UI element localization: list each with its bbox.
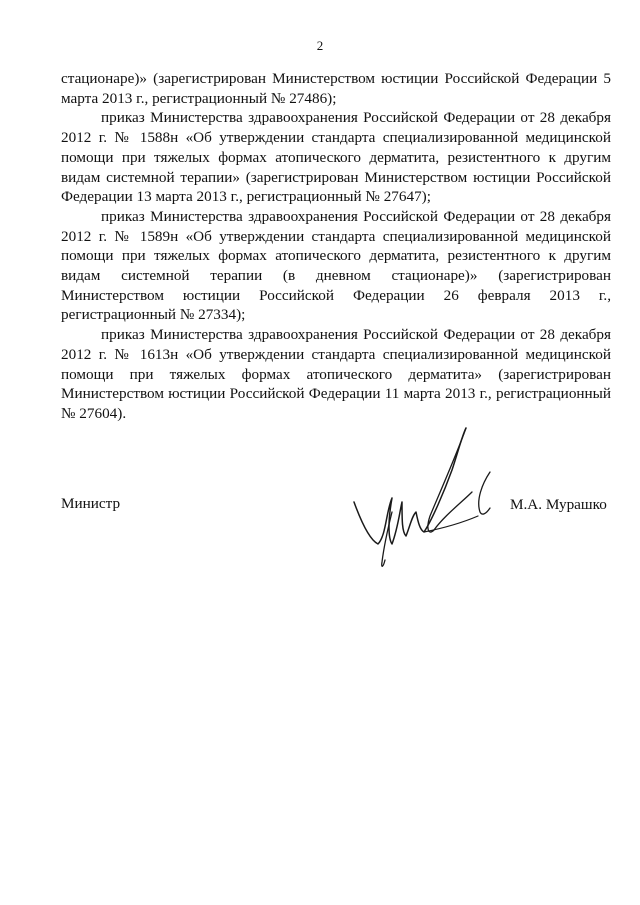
signer-title: Министр: [61, 495, 121, 512]
paragraph-order-1589n: приказ Министерства здравоохранения Российской Федерации от 28 декабря 2012 г. № 1589н «Об утверждении стандарта специализированной медицинской помощи при тяжелых формах атопического дерматита, резистентного к другим видам системной терапии (в дневном стационаре)» (зарегистрирован Министерством юстиции Российской Федерации 26 февраля 2013 г., регистрационный № 27334);: [61, 207, 611, 324]
page-number: 2: [316, 38, 324, 53]
document-body: [61, 69, 611, 424]
paragraph-order-1588n: приказ Министерства здравоохранения Российской Федерации от 28 декабря 2012 г. № 1588н «Об утверждении стандарта специализированной медицинской помощи при тяжелых формах атопического дерматита, резистентного к другим видам системной терапии» (зарегистрирован Министерством юстиции Российской Федерации 13 марта 2013 г., регистрационный № 27647);: [61, 109, 611, 206]
paragraph-order-1613n: приказ Министерства здравоохранения Российской Федерации от 28 декабря 2012 г. № 1613н «Об утверждении стандарта специализированной медицинской помощи при тяжелых формах атопического дерматита» (зарегистрирован Министерством юстиции Российской Федерации 11 марта 2013 г., регистрационный № 27604).: [61, 326, 611, 422]
paragraph-continuation: стационаре)» (зарегистрирован Министерством юстиции Российской Федерации 5 марта 2013 г., регистрационный № 27486);: [61, 70, 611, 107]
signer-name: М.А. Мурашко: [510, 496, 607, 513]
handwritten-signature-icon: [340, 420, 510, 570]
